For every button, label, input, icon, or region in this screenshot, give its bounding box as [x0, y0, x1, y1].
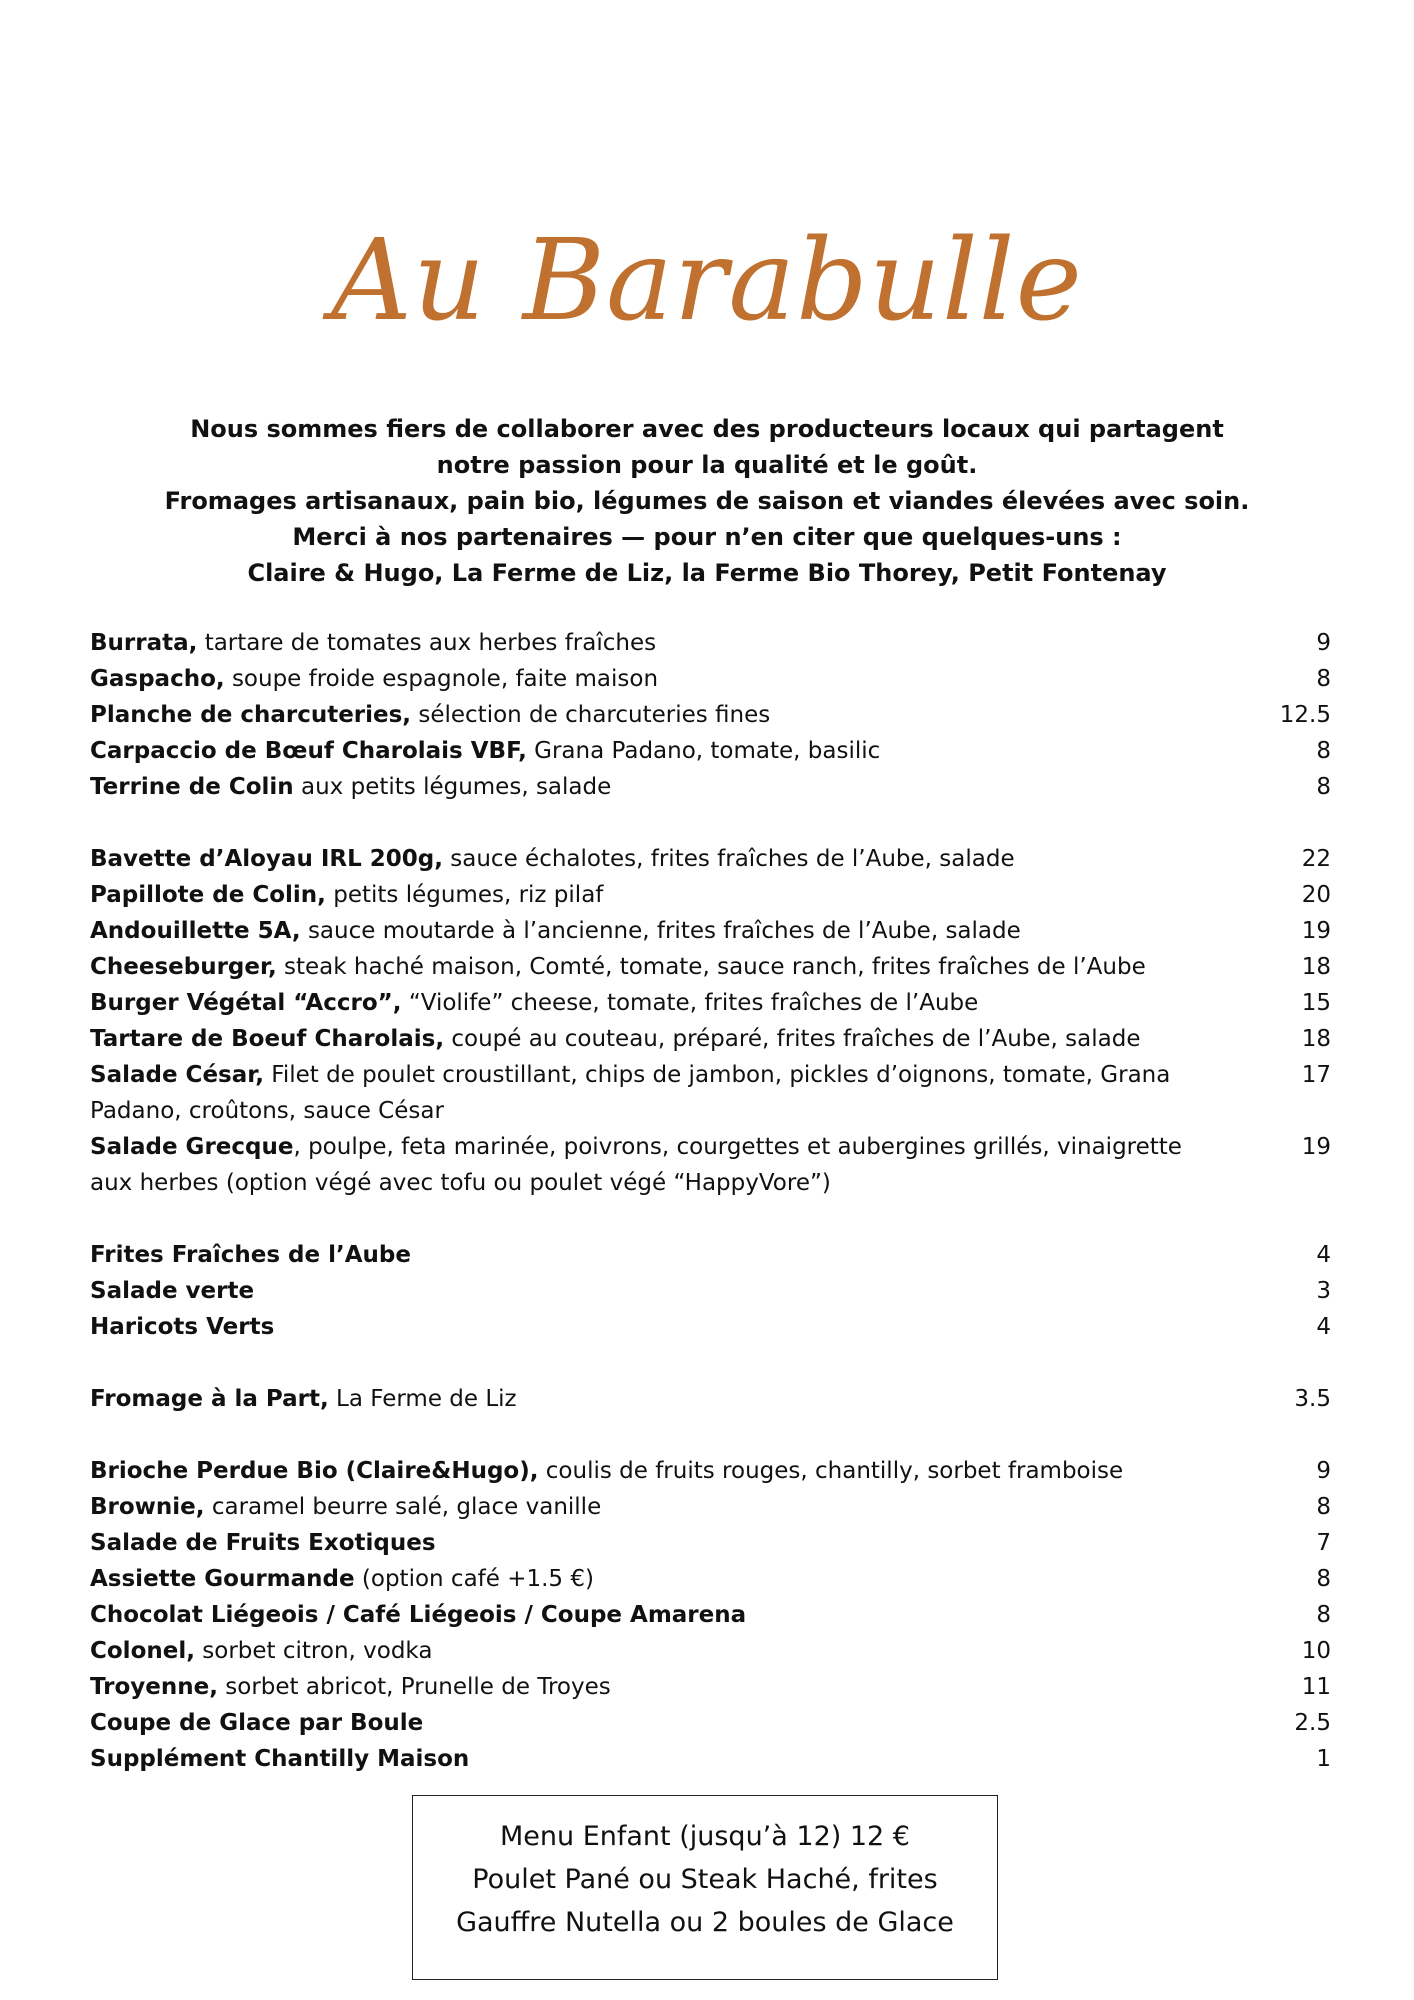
menu-item-price: 9 [1316, 630, 1331, 656]
menu-item [90, 1633, 1331, 1669]
menu-item-description: sorbet abricot, Prunelle de Troyes [225, 1674, 611, 1700]
menu-list [90, 625, 1331, 1813]
menu-item-description: aux petits légumes, salade [301, 774, 612, 800]
menu-item-text [90, 949, 1210, 985]
menu-item [90, 841, 1331, 877]
menu-item [90, 913, 1331, 949]
menu-item-text [90, 1561, 1210, 1597]
menu-section [90, 1237, 1331, 1345]
menu-item-name: Burger Végétal “Accro”, [90, 990, 402, 1016]
menu-item [90, 733, 1331, 769]
menu-item [90, 877, 1331, 913]
menu-item-text [90, 1705, 1210, 1741]
intro-line: Nous sommes fiers de collaborer avec des producteurs locaux qui partagent [190, 415, 1224, 443]
menu-item-description: Filet de poulet croustillant, chips de jambon, pickles d’oignons, tomate, Grana Padano, croûtons, sauce César [90, 1062, 1171, 1124]
menu-item-description: “Violife” cheese, tomate, frites fraîches de l’Aube [408, 990, 979, 1016]
menu-item-description: tartare de tomates aux herbes fraîches [204, 630, 657, 656]
menu-item-price: 10 [1301, 1638, 1331, 1664]
menu-item-price: 8 [1316, 1494, 1331, 1520]
menu-item-text [90, 1669, 1210, 1705]
menu-item-description: sorbet citron, vodka [202, 1638, 433, 1664]
menu-item-text [90, 1597, 1210, 1633]
menu-item-name: Frites Fraîches de l’Aube [90, 1242, 411, 1268]
intro-line: Claire & Hugo, La Ferme de Liz, la Ferme Bio Thorey, Petit Fontenay [247, 559, 1167, 587]
menu-item-price: 1 [1316, 1746, 1331, 1772]
menu-item-name: Supplément Chantilly Maison [90, 1746, 470, 1772]
menu-item [90, 1453, 1331, 1489]
menu-item-description: sauce échalotes, frites fraîches de l’Aube, salade [450, 846, 1015, 872]
menu-item-text [90, 913, 1210, 949]
intro-line: Merci à nos partenaires — pour n’en citer que quelques-uns : [292, 523, 1122, 551]
restaurant-title: Au Barabulle [331, 216, 1083, 346]
menu-item-description: steak haché maison, Comté, tomate, sauce ranch, frites fraîches de l’Aube [284, 954, 1146, 980]
menu-item-text [90, 1453, 1210, 1489]
menu-item-text [90, 1633, 1210, 1669]
menu-item-description: La Ferme de Liz [336, 1386, 517, 1412]
menu-item-name: Andouillette 5A, [90, 918, 301, 944]
menu-item-name: Carpaccio de Bœuf Charolais VBF, [90, 738, 527, 764]
menu-item [90, 949, 1331, 985]
menu-item-name: Chocolat Liégeois / Café Liégeois / Coupe Amarena [90, 1602, 747, 1628]
menu-item-price: 3.5 [1294, 1386, 1331, 1412]
menu-item-price: 18 [1301, 954, 1331, 980]
kids-menu-line: Gauffre Nutella ou 2 boules de Glace [456, 1907, 954, 1938]
menu-item-description: soupe froide espagnole, faite maison [231, 666, 659, 692]
menu-item-text [90, 841, 1210, 877]
menu-item-text [90, 1309, 1210, 1345]
menu-item-name: Terrine de Colin [90, 774, 294, 800]
menu-item-name: Tartare de Boeuf Charolais, [90, 1026, 445, 1052]
kids-menu-box [412, 1795, 998, 1980]
menu-item [90, 1669, 1331, 1705]
menu-section [90, 841, 1331, 1201]
menu-item-name: Cheeseburger, [90, 954, 277, 980]
menu-item-text [90, 1237, 1210, 1273]
menu-item-text [90, 1021, 1210, 1057]
menu-section [90, 1381, 1331, 1417]
menu-item-name: Salade Grecque [90, 1134, 294, 1160]
menu-item [90, 1129, 1331, 1201]
menu-item-price: 4 [1316, 1314, 1331, 1340]
menu-item [90, 1525, 1331, 1561]
menu-item [90, 1021, 1331, 1057]
intro-text [120, 411, 1294, 591]
menu-item [90, 769, 1331, 805]
menu-item-description: coupé au couteau, préparé, frites fraîches de l’Aube, salade [451, 1026, 1141, 1052]
menu-item-description: petits légumes, riz pilaf [333, 882, 604, 908]
menu-item-description: (option café +1.5 €) [361, 1566, 594, 1592]
menu-item [90, 1705, 1331, 1741]
menu-item-name: Salade verte [90, 1278, 255, 1304]
menu-item-description: caramel beurre salé, glace vanille [211, 1494, 602, 1520]
menu-item [90, 1741, 1331, 1777]
menu-item-price: 8 [1316, 774, 1331, 800]
menu-item-price: 2.5 [1294, 1710, 1331, 1736]
menu-item-price: 22 [1301, 846, 1331, 872]
menu-item-price: 8 [1316, 1602, 1331, 1628]
menu-item-name: Troyenne, [90, 1674, 218, 1700]
menu-item-text [90, 661, 1210, 697]
menu-item-price: 20 [1301, 882, 1331, 908]
menu-item-price: 8 [1316, 1566, 1331, 1592]
menu-item-name: Salade de Fruits Exotiques [90, 1530, 436, 1556]
menu-item-price: 8 [1316, 666, 1331, 692]
menu-item-text [90, 877, 1210, 913]
menu-item [90, 697, 1331, 733]
menu-item-price: 19 [1301, 918, 1331, 944]
menu-item-description: coulis de fruits rouges, chantilly, sorbet framboise [545, 1458, 1124, 1484]
menu-item-name: Gaspacho, [90, 666, 225, 692]
menu-item-text [90, 1057, 1210, 1129]
menu-item-name: Papillote de Colin, [90, 882, 326, 908]
menu-item-text [90, 1525, 1210, 1561]
menu-item-text [90, 733, 1210, 769]
menu-item-price: 19 [1301, 1134, 1331, 1160]
menu-item-description: , poulpe, feta marinée, poivrons, courgettes et aubergines grillés, vinaigrette aux herbes (option végé avec tofu ou poulet végé “HappyVore”) [90, 1134, 1182, 1196]
menu-item [90, 1381, 1331, 1417]
menu-item-name: Assiette Gourmande [90, 1566, 355, 1592]
menu-item-text [90, 769, 1210, 805]
menu-item-price: 15 [1301, 990, 1331, 1016]
kids-menu-line: Poulet Pané ou Steak Haché, frites [472, 1864, 938, 1895]
menu-item-price: 7 [1316, 1530, 1331, 1556]
menu-item-text [90, 1489, 1210, 1525]
menu-item [90, 625, 1331, 661]
intro-line: notre passion pour la qualité et le goût. [436, 451, 978, 479]
menu-item [90, 1057, 1331, 1129]
menu-item [90, 1237, 1331, 1273]
kids-menu-title: Menu Enfant (jusqu’à 12) 12 € [500, 1821, 910, 1852]
menu-item-text [90, 625, 1210, 661]
menu-item-description: sélection de charcuteries fines [418, 702, 771, 728]
menu-section [90, 625, 1331, 805]
menu-item-price: 9 [1316, 1458, 1331, 1484]
menu-item-name: Fromage à la Part, [90, 1386, 329, 1412]
menu-item-name: Coupe de Glace par Boule [90, 1710, 424, 1736]
menu-item-name: Bavette d’Aloyau IRL 200g, [90, 846, 443, 872]
menu-item-text [90, 1381, 1210, 1417]
menu-item-price: 12.5 [1279, 702, 1331, 728]
menu-item [90, 1561, 1331, 1597]
intro-line: Fromages artisanaux, pain bio, légumes de saison et viandes élevées avec soin. [164, 487, 1250, 515]
menu-item-text [90, 1273, 1210, 1309]
menu-item [90, 985, 1331, 1021]
menu-item-name: Brioche Perdue Bio (Claire&Hugo), [90, 1458, 539, 1484]
menu-item-price: 3 [1316, 1278, 1331, 1304]
menu-item [90, 1489, 1331, 1525]
menu-item [90, 1309, 1331, 1345]
menu-item-price: 11 [1301, 1674, 1331, 1700]
menu-item-name: Planche de charcuteries, [90, 702, 412, 728]
menu-item [90, 661, 1331, 697]
menu-item-name: Burrata, [90, 630, 198, 656]
menu-section [90, 1453, 1331, 1777]
menu-item-text [90, 1741, 1210, 1777]
menu-item-name: Salade César, [90, 1062, 264, 1088]
menu-item [90, 1597, 1331, 1633]
menu-item-name: Brownie, [90, 1494, 205, 1520]
menu-item-name: Haricots Verts [90, 1314, 275, 1340]
menu-item-price: 18 [1301, 1026, 1331, 1052]
menu-item-price: 4 [1316, 1242, 1331, 1268]
menu-item-text [90, 985, 1210, 1021]
menu-item-price: 8 [1316, 738, 1331, 764]
menu-item-description: sauce moutarde à l’ancienne, frites fraîches de l’Aube, salade [307, 918, 1021, 944]
menu-item-text [90, 1129, 1210, 1201]
menu-item [90, 1273, 1331, 1309]
menu-item-text [90, 697, 1210, 733]
menu-item-name: Colonel, [90, 1638, 195, 1664]
menu-item-description: Grana Padano, tomate, basilic [534, 738, 881, 764]
menu-item-price: 17 [1301, 1062, 1331, 1088]
